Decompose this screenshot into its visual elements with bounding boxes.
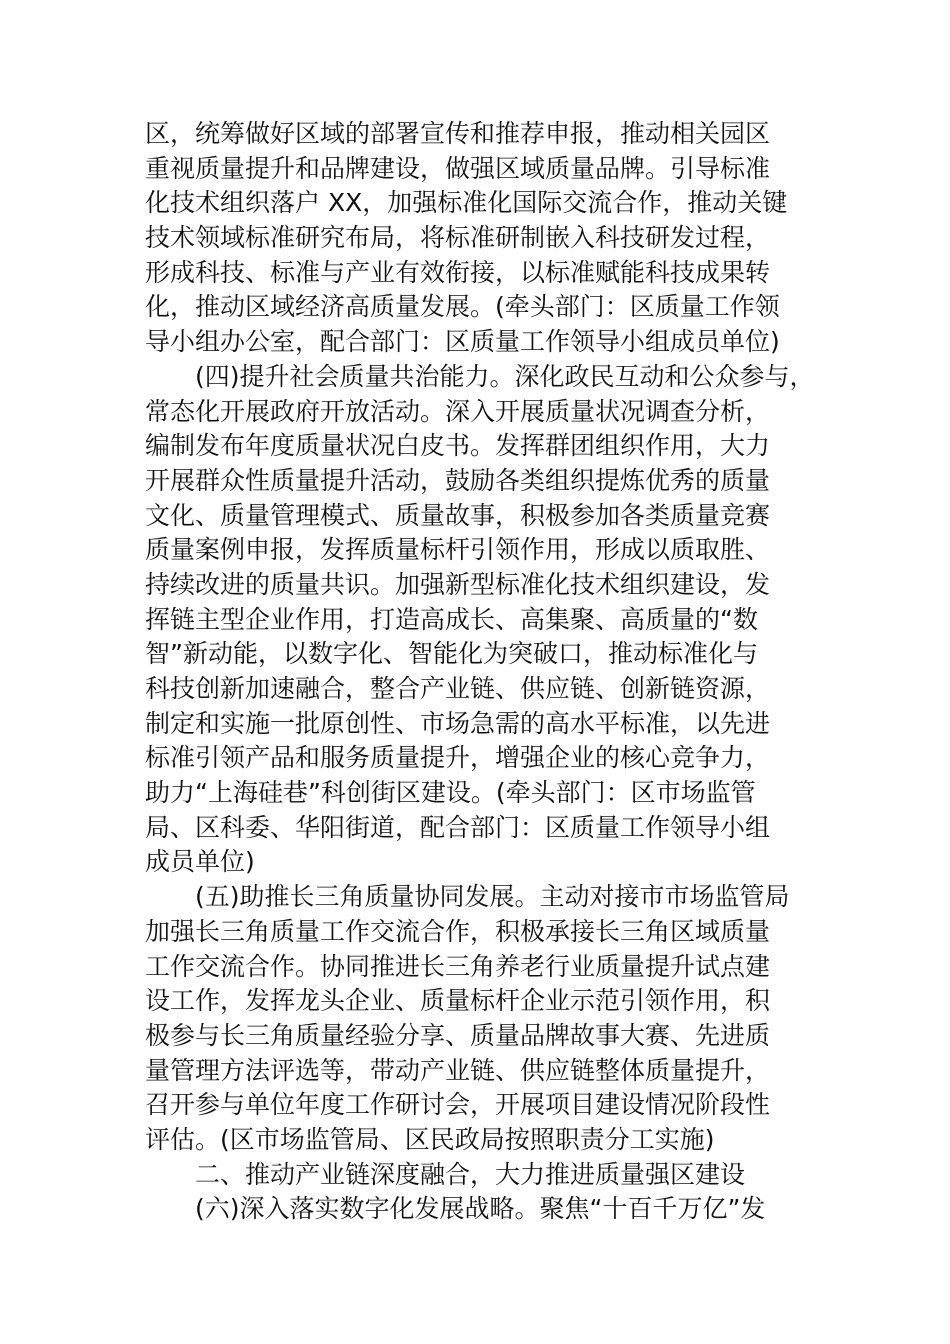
text-line: 局、区科委、华阳街道，配合部门：区质量工作领导小组 (145, 812, 771, 842)
text-line: 标准引领产品和服务质量提升，增强企业的核心竞争力， (145, 743, 771, 773)
text-line: 量管理方法评选等，带动产业链、供应链整体质量提升， (145, 1055, 771, 1085)
text-line: 重视质量提升和品牌建设，做强区域质量品牌。引导标准 (145, 153, 771, 183)
paragraph-heading-4: (四)提升社会质量共治能力。深化政民互动和公众参与， (195, 361, 815, 391)
text-line: 常态化开展政府开放活动。深入开展质量状况调查分析， (145, 396, 771, 426)
paragraph-heading-6: (六)深入落实数字化发展战略。聚焦“十百千万亿”发 (195, 1194, 766, 1224)
text-line: 助力“上海硅巷”科创街区建设。(牵头部门：区市场监管 (145, 778, 756, 808)
text-line: 成员单位) (145, 847, 255, 877)
text-line: 召开参与单位年度工作研讨会，开展项目建设情况阶段性 (145, 1090, 771, 1120)
text-line: 智”新动能，以数字化、智能化为突破口，推动标准化与 (145, 639, 758, 669)
text-line: 挥链主型企业作用，打造高成长、高集聚、高质量的“数 (145, 604, 758, 634)
text-line: 导小组办公室，配合部门：区质量工作领导小组成员单位) (145, 327, 780, 357)
text-line: 质量案例申报，发挥质量标杆引领作用，形成以质取胜、 (145, 535, 771, 565)
text-line: 区，统筹做好区域的部署宣传和推荐申报，推动相关园区 (145, 119, 771, 148)
text-line: 设工作，发挥龙头企业、质量标杆企业示范引领作用，积 (145, 986, 771, 1016)
text-line: 化，推动区域经济高质量发展。(牵头部门：区质量工作领 (145, 292, 780, 322)
text-line: 编制发布年度质量状况白皮书。发挥群团组织作用，大力 (145, 431, 771, 461)
text-line: 持续改进的质量共识。加强新型标准化技术组织建设，发 (145, 569, 771, 599)
text-line: 科技创新加速融合，整合产业链、供应链、创新链资源， (145, 674, 771, 703)
body-text (145, 117, 815, 1227)
text-line: 技术领域标准研究布局，将标准研制嵌入科技研发过程， (145, 223, 771, 253)
text-line: 极参与长三角质量经验分享、质量品牌故事大赛、先进质 (145, 1020, 771, 1050)
text-line: 评估。(区市场监管局、区民政局按照职责分工实施) (145, 1124, 715, 1154)
text-line: 开展群众性质量提升活动，鼓励各类组织提炼优秀的质量 (145, 465, 771, 495)
text-line: 工作交流合作。协同推进长三角养老行业质量提升试点建 (145, 951, 771, 981)
text-line: 化技术组织落户 XX，加强标准化国际交流合作，推动关键 (145, 188, 788, 218)
text-line: 加强长三角质量工作交流合作，积极承接长三角区域质量 (145, 916, 771, 946)
paragraph-heading-5: (五)助推长三角质量协同发展。主动对接市市场监管局 (195, 882, 790, 912)
text-line: 制定和实施一批原创性、市场急需的高水平标准，以先进 (145, 708, 771, 738)
section-heading-2: 二、推动产业链深度融合，大力推进质量强区建设 (195, 1159, 746, 1189)
text-line: 文化、质量管理模式、质量故事，积极参加各类质量竞赛 (145, 500, 771, 530)
text-line: 形成科技、标准与产业有效衔接，以标准赋能科技成果转 (145, 257, 771, 287)
